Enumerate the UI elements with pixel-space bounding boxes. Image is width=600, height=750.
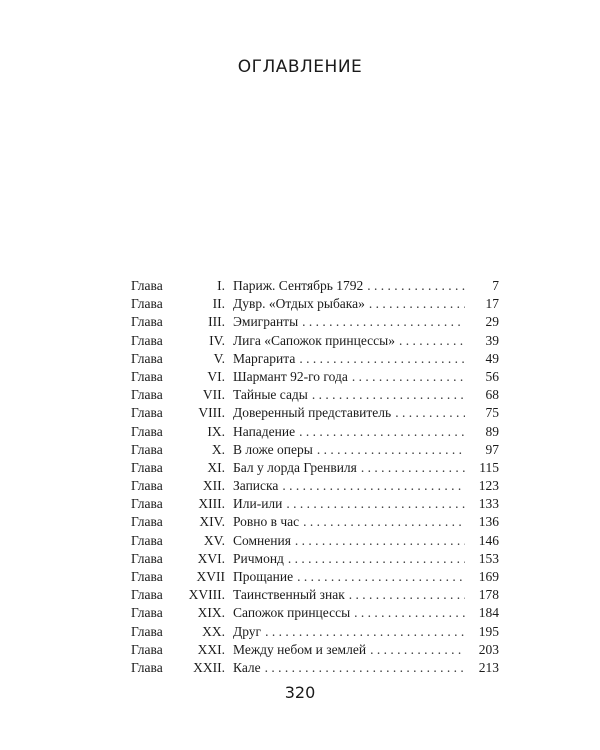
chapter-title: Прощание [233, 569, 294, 584]
chapter-page: 169 [478, 569, 499, 584]
chapter-word: Глава [131, 605, 163, 621]
toc-row [131, 604, 499, 622]
chapter-title: Нападение [233, 423, 296, 439]
dot-leader [282, 477, 465, 495]
dot-leader [395, 404, 465, 422]
chapter-word: Глава [131, 314, 163, 330]
chapter-word: Глава [131, 514, 163, 530]
chapter-word: Глава [131, 496, 163, 512]
toc-row [131, 568, 499, 586]
chapter-number: XII. [202, 478, 225, 494]
chapter-number: X. [211, 441, 225, 457]
chapter-word: Глава [131, 441, 163, 457]
dot-leader [265, 623, 465, 641]
chapter-page: 39 [485, 332, 499, 348]
dot-leader [399, 332, 465, 350]
toc-row [131, 532, 499, 550]
chapter-number: VIII. [198, 405, 225, 421]
chapter-number: XV. [203, 532, 225, 548]
toc-row [131, 368, 499, 386]
dot-leader [286, 495, 465, 513]
chapter-title: Сапожок принцессы [233, 605, 351, 621]
chapter-number: XVII [196, 569, 225, 584]
dot-leader [312, 386, 465, 404]
page-number: 320 [284, 683, 316, 702]
chapter-title: Записка [233, 478, 279, 494]
chapter-word: Глава [131, 368, 163, 384]
chapter-number: XVI. [197, 550, 225, 566]
chapter-page: 133 [478, 496, 499, 512]
dot-leader [349, 586, 465, 604]
chapter-page: 178 [478, 587, 499, 603]
dot-leader [288, 550, 465, 568]
chapter-number: V. [213, 350, 225, 366]
chapter-word: Глава [131, 623, 163, 639]
toc-row [131, 641, 499, 659]
chapter-page: 56 [485, 368, 499, 384]
toc-row [131, 495, 499, 513]
table-of-contents [131, 277, 499, 677]
chapter-page: 49 [485, 350, 499, 366]
chapter-page: 203 [478, 641, 499, 657]
chapter-word: Глава [131, 459, 163, 475]
chapter-word: Глава [131, 569, 163, 584]
chapter-title: Ричмонд [233, 550, 284, 566]
dot-leader [297, 568, 465, 586]
toc-row [131, 295, 499, 313]
chapter-page: 17 [485, 296, 499, 312]
chapter-word: Глава [131, 550, 163, 566]
chapter-page: 29 [485, 314, 499, 330]
page-title: ОГЛАВЛЕНИЕ [237, 57, 363, 77]
chapter-number: XVIII. [188, 587, 225, 603]
dot-leader [367, 277, 465, 295]
chapter-number: XI. [207, 459, 225, 475]
chapter-title: Кале [233, 659, 261, 675]
chapter-word: Глава [131, 350, 163, 366]
dot-leader [303, 513, 465, 531]
dot-leader [370, 641, 465, 659]
chapter-page: 68 [485, 387, 499, 403]
toc-row [131, 404, 499, 422]
chapter-page: 213 [478, 659, 499, 675]
chapter-number: XXII. [193, 659, 225, 675]
chapter-page: 75 [485, 405, 499, 421]
toc-row [131, 277, 499, 295]
chapter-number: VII. [202, 387, 225, 403]
chapter-number: II. [212, 296, 225, 312]
chapter-page: 146 [478, 532, 499, 548]
chapter-word: Глава [131, 587, 163, 603]
chapter-word: Глава [131, 659, 163, 675]
dot-leader [354, 604, 465, 622]
toc-row [131, 386, 499, 404]
toc-row [131, 332, 499, 350]
dot-leader [299, 350, 465, 368]
chapter-title: Эмигранты [233, 314, 299, 330]
dot-leader [302, 313, 465, 331]
toc-row [131, 623, 499, 641]
chapter-title: Друг [233, 623, 262, 639]
chapter-title: Ровно в час [233, 514, 300, 530]
chapter-title: Между небом и землей [233, 641, 367, 657]
chapter-page: 115 [479, 459, 499, 475]
chapter-page: 123 [478, 478, 499, 494]
dot-leader [361, 459, 465, 477]
chapter-word: Глава [131, 387, 163, 403]
chapter-word: Глава [131, 278, 163, 293]
chapter-word: Глава [131, 532, 163, 548]
chapter-number: III. [208, 314, 225, 330]
chapter-title: Таинственный знак [233, 587, 345, 603]
chapter-title: Дувр. «Отдых рыбака» [233, 296, 365, 312]
toc-row [131, 313, 499, 331]
dot-leader [265, 659, 465, 677]
chapter-word: Глава [131, 423, 163, 439]
chapter-title: Или-или [233, 496, 283, 512]
toc-row [131, 423, 499, 441]
chapter-page: 184 [478, 605, 499, 621]
chapter-word: Глава [131, 296, 163, 312]
chapter-number: VI. [207, 368, 225, 384]
chapter-title: Тайные сады [233, 387, 308, 403]
chapter-page: 7 [492, 278, 499, 293]
dot-leader [295, 532, 465, 550]
chapter-number: XIX. [197, 605, 225, 621]
chapter-number: I. [217, 278, 225, 293]
chapter-page: 153 [478, 550, 499, 566]
toc-row [131, 659, 499, 677]
chapter-title: Лига «Сапожок принцессы» [233, 332, 395, 348]
toc-row [131, 586, 499, 604]
chapter-title: Бал у лорда Гренвиля [233, 459, 357, 475]
chapter-number: XIII. [198, 496, 225, 512]
toc-row [131, 513, 499, 531]
toc-row [131, 459, 499, 477]
toc-row [131, 350, 499, 368]
chapter-title: Сомнения [233, 532, 291, 548]
chapter-page: 89 [485, 423, 499, 439]
chapter-number: IX. [207, 423, 225, 439]
toc-row [131, 550, 499, 568]
toc-row [131, 441, 499, 459]
chapter-number: IV. [209, 332, 225, 348]
dot-leader [352, 368, 465, 386]
dot-leader [299, 423, 465, 441]
chapter-word: Глава [131, 332, 163, 348]
chapter-title: Доверенный представитель [233, 405, 392, 421]
chapter-number: XXI. [197, 641, 225, 657]
dot-leader [317, 441, 465, 459]
chapter-page: 136 [478, 514, 499, 530]
chapter-word: Глава [131, 405, 163, 421]
chapter-page: 97 [485, 441, 499, 457]
chapter-page: 195 [478, 623, 499, 639]
chapter-word: Глава [131, 478, 163, 494]
chapter-word: Глава [131, 641, 163, 657]
chapter-title: Маргарита [233, 350, 296, 366]
chapter-title: Шармант 92-го года [233, 368, 348, 384]
chapter-number: XX. [202, 623, 225, 639]
chapter-number: XIV. [199, 514, 225, 530]
chapter-title: Париж. Сентябрь 1792 [233, 278, 364, 293]
dot-leader [369, 295, 465, 313]
chapter-title: В ложе оперы [233, 441, 313, 457]
toc-row [131, 477, 499, 495]
